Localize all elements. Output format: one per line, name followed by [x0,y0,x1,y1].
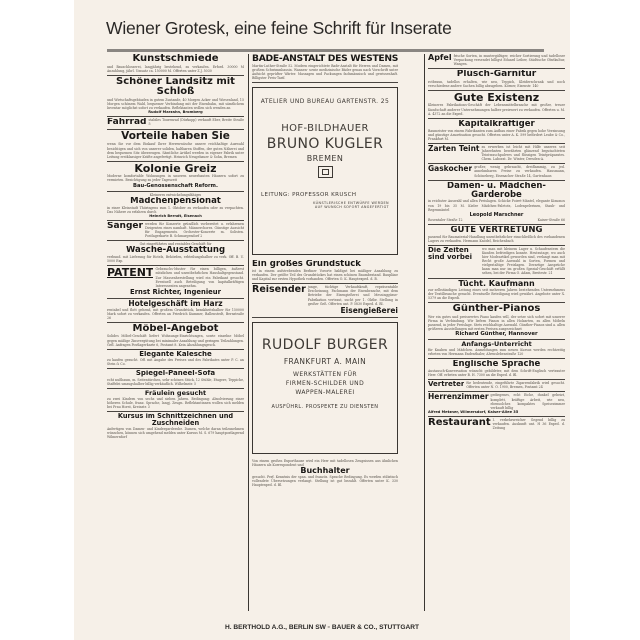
kugler-note-2: AUF WUNSCH SOFORT ANGEFERTIGT [314,205,389,210]
address-left: Rosentaler Straße 12 [428,217,463,222]
ad-englische-sprache [428,359,565,380]
ad-garderobe [428,181,565,225]
ad-body: und Wirtschaftsgebäuden in gutem Zustande, 40 Morgen Acker und Wiesenland, 15 Morgen schönem Wald, bequemer Verbindung mit der Eisenbahn, mit sämtlichem Inventar möglichst sofort zu verkaufen. Reflektanten wollen sich wenden an [107,97,244,110]
kugler-note-1: KÜNSTLERISCHE ENTWÜRFE WERDEN [313,201,389,206]
ad-body: wo man mit kleinem Lager u. Schaufenstern die Kunden befriedigen konnte. Heutzutage, wo auch hier Modeartikel geworden sind, verlangt man mit Recht große Auswahl in Sorten, Formen und vielgestaltige Preislagen. Derartige Ansprüche kann man nur im großen Spezial-Geschäft erfüllt sehen, bei der Firma O. Adam, Breitestr. 21 [482,246,565,276]
ad-heading: GUTE VERTRETUNG [450,225,543,235]
ad-heading: Vorteile haben Sie [121,131,230,143]
burger-line-2: FIRMEN-SCHILDER UND [285,379,365,387]
ad-gaskocher [428,164,565,180]
ad-heading: Schöner Landsitz mit Schloß [116,76,235,98]
ad-body: gesucht. Perf. Kenntnis der span. und französ. Sprache Bedingung. Es werden stilistisch vollendete Übersetzungen verlangt. Stellung ist gut bezahlt. Offerten unter K. 330 Hauptexped. d. Bl. [252,475,398,488]
ad-heading: PATENT [107,267,154,279]
ad-heading: BADE-ANSTALT DES WESTENS [252,54,398,64]
ad-waesche [107,241,244,266]
ad-vorteile [107,130,244,161]
column-divider-2 [424,54,425,611]
ad-landsitz [107,76,244,117]
ad-signature: Alfred Metzner, Wilmersdorf, Kaiser-Allee 35 [428,409,519,414]
ad-preline: Von einem großen Exporthause wird ein Herr mit tadellosen Zeugnissen aus ähnlichen Häusern als Korrespondent und [252,458,398,467]
ad-signature: Richard Günther, Hannover [455,331,538,338]
ad-bade-anstalt [252,53,398,83]
ad-body: junge, tüchtige Verkaufskraft, repräsentable Erscheinung, Fachmann der Eisenbranche, mit dem Betriebe der Eisengießerei und Messinggüsse-Fabrikation vertraut, sucht per 1. Oktbr. Stellung in großer Geß. Offerten unt. P. 5830 Exped. d. Bl. [307,285,398,306]
ad-saenger [107,221,244,241]
ad-heading: Plüsch-Garnitur [456,70,537,80]
ad-sofa [107,369,244,389]
ad-gute-vertretung [428,225,565,246]
ad-signature: Ernst Richter, Ingenieur [130,287,221,296]
burger-city: FRANKFURT A. MAIN [283,356,367,366]
ad-body: rotbraun, tadellos erhalten, wie neu, Teppich, Kleiderschrank und noch verschiedene andere Sachen billig abzugeben. Körner, Eisenstr. 140 [428,79,565,88]
ad-heading: Herrenzimmer [428,393,489,402]
kugler-city: BREMEN [306,154,344,164]
ad-body: Baumeister von einem Fabrikanten zum Aufbau einer Fabrik gegen hohe Verzinsung und günstige Amortisation gesucht. Offerten unter A. K. 599 befördert Leube & Co., Frankfurt M. [428,128,565,141]
ad-heading: Anfangs-Unterricht [461,341,532,348]
ad-body: für bedeutende, eingeführte Zigarrenfabrik wird gesucht. Offerten unter N. O. 1900, Bremen, Postamt 24 [466,381,565,390]
burger-line-3: WAPPEN-MALEREI [295,388,355,396]
ad-kalesche [107,350,244,370]
ad-signature: Rudolf Marzahn, Bromberg [148,109,203,114]
ad-body: Wer ein gutes und preiswertes Piano kaufen will, der setze sich sofort mit unserer Firma in Verbindung. Wir liefern Pianos in allen Holzarten, zu allen Möbeln passend, in jeder Preislage. Stets reichhaltige Auswahl. Günther-Pianos sind a. allen größeren Ausstellungen mit ersten Preisen ausgezeichnet [428,314,565,332]
ad-restaurant [428,417,565,432]
ad-preline: Gut eingeführtes und rentables Geschäft für [139,242,212,247]
address-right: Kaiser-Straße 66 [537,217,565,222]
ad-body: großer, wenig gebraucht, dreiflammig, zu jed. annehmbaren Preise zu verkaufen. Hausmann, Schöneberg, Eisenacher Straße 14, Gartenhaus [474,165,565,178]
ad-body: stabiles Tourenrad (Dürkopp) verkauft Eber, Breite Straße 5 [148,117,244,127]
ad-herrenzimmer [428,392,565,416]
ad-heading: Gute Existenz [453,91,540,104]
ad-heading: Tücht. Kaufmann [458,279,535,288]
ad-heading: Elegante Kalesche [139,350,212,358]
ad-heading: Gaskocher [428,165,473,174]
ad-heading: Fahrrad [107,117,147,127]
column-left [107,53,244,441]
ad-body: I. verkehrsreicher Gegend billig zu verkaufen. Auskunft unt. H 36 Exped. d. Zeitung [492,417,565,430]
ad-body: Anfertigen von Damen- und Kindergarderobe. Damen, welche daran teilzunehmen wünschen, können sich umgehend melden unter Kursus M. S. 679 hauptpostlagernd Wilmersdorf [107,426,244,439]
ad-preline: Kleineres entwickelungsfähiges [149,192,202,197]
ad-body: werden für Konzerte gründlich vorbereitet u. erfahrenen Dirigenten eines namhaft. Männerchores. Günstige Aussicht für Engagements. Orchester-Konzerte m. Solisten. Postlagerkarte B. Schmargendorf 2 [144,221,244,239]
ad-grundstueck [252,259,398,284]
ad-body: Martin-Luther-Straße 52. Modern eingerichtete Bade-Anstalt für Herren und Damen, mit großem Schwimmbassin. Wannen- sowie medizinische Bäder genau nach Vorschrift unter Aufsicht geprüfter Wärter. Massagen und Packungen fachmännisch und gewissenhaft. Billigster Preis-Tarif. [252,63,398,80]
ad-signature: Eisengießerei [340,305,398,315]
ad-heading: Fräulein gesucht [144,389,207,397]
ad-vertreter [428,380,565,392]
ad-body: ist in einem aufstrebenden Berliner Vororte baldigst bei mäßiger Anzahlung zu verkaufen. Der größte Teil des Grundstückes hat einen schönen Baumbestand. Baupläne und Kapital zur ersten Hypothek vorhanden. Offerten O. K. Hauptexped. d. B. [252,268,398,282]
ad-body: Solides Möbel-Geschäft liefert Wohnungs-Einrichtungen, sowie einzelne Möbel gegen mäßige Zinsvergütung bei minimaler Anzahlung und geringen Teilzahlungen. Gefl. Anfragen Postlagerkarte 6, Postamt 8. Kein Abzahlungsgesch. [107,334,244,347]
column-center [252,53,398,490]
page-title: Wiener Grotesk, eine feine Schrift für Inserate [106,18,452,38]
ad-heading: Ein großes Grundstück [252,260,361,269]
ad-gute-existenz [428,91,565,119]
ad-heading: Möbel-Angebot [132,323,219,334]
ad-body: Kleineres Fabrikations-Geschäft der Lebensmittelbranche mit großer, treuer Kundschaft anderer Unternehmungen halber preiswert zu verkaufen. Offerten u. M. A. 4372 an die Exped. [428,103,565,116]
ad-moebel [107,323,244,350]
ad-body: in einer Kleinstadt Thüringens zum 1. Oktober zu verkaufen oder zu verpachten. Das Nähere zu erfahren durch [107,205,244,214]
burger-name: RUDOLF BURGER [261,336,389,353]
ad-body: zur selbständigen Leitung eines seit mehreren Jahren bestehenden Unternehmens der Textilbranche gesucht. Eventuelle Beteiligung wird gewährt. Angebote unter X. 5379 an die Expedi. [428,287,565,301]
ad-body: rentabel und flott gehend, mit großem Grundstück, krankheitshalber für 150000 Mark sofort zu verkaufen. Offerten an Friedrich Kummer, Ballenstedt, Bernstraße 26 [107,307,244,320]
kugler-name: BRUNO KUGLER [266,136,384,153]
ad-heading: Reisender [252,285,306,296]
ad-heading: Wäsche-Ausstattung [125,246,226,256]
ad-heading: Mädchenpensionat [130,196,221,206]
ad-body: zu erwerben ist leicht mit Hilfe unseres seit Jahrzehnten bewährten glänzend begutachteten Teintwaschpulvers und flüssigen Teintpräparates. Chem. Laborat. Dr. Winter, Dresden-A. [481,144,565,162]
ad-body: und Bauschlosserei, langjährig bestehend, zu verkaufen. Erford. 30000 M Anzahlung, jährl. Umsatz ca. 150000 M. Offerten unter Z.J. 5030 [107,64,244,73]
ad-kapitalkraeftiger [428,119,565,144]
ad-body: für Knaben und Mädchen. Anmeldungen zum neuen Kursus werden rechtzeitig erbeten von Hermann Endenthaler, Alvenslebenstraße 120 [428,347,565,357]
ad-bruno-kugler [252,87,398,255]
ad-patent [107,266,244,298]
ad-heading: Englische Sprache [452,360,541,370]
ad-anfangs-unterricht [428,340,565,359]
ad-buchhalter [252,458,398,490]
burger-line-1: WERKSTÄTTEN FÜR [293,370,357,378]
column-divider-1 [248,54,249,611]
emblem-icon [318,166,333,178]
kugler-address: ATELIER UND BUREAU GARTENSTR. 25 [260,98,390,106]
ad-zarten-teint [428,144,565,164]
ad-heading: Damen- u. Mädchen-Garderobe [447,181,546,200]
ad-heading: Sänger [107,221,143,231]
ad-body: gediegenes, echt Eiche, dunkel gebeizt, komplett, kräftige Arbeit, wie neu, ebensolches kompaktes Speisezimmer verkauft billig [490,393,565,410]
ad-body: Gebrauchs-Muster für einen billigen, äußerst nützlichen und unentbehrlichen Haushaltgegenstand. Zur Massenherstellung wird ein Fabrikant gesucht. Eventuell auch Beteiligung von kapitalkräftigen Interessenten angenehm. [155,267,244,288]
ad-rudolf-burger [252,322,398,454]
ad-heading: Vertreter [428,381,465,389]
ad-heading: Äpfel [428,54,452,62]
ad-heading: Zarten Teint [428,144,480,153]
ad-pluesch [428,69,565,91]
ad-reisender [252,284,398,317]
ad-body: wenn Sie vor dem Einkauf Ihrer Herrenwäsche unsere reichhaltige Auswahl besichtigen und sich von unserer soliden, haltbaren Stoffen, der guten Näherei und dem bequemen Sitz überzeugen. Sämtliche Artikel werden in eigener Fabrik unter Leitung erstklassiger Kräfte angefertigt. Heinrich Neugebauer & Sohn, Bremen [107,142,244,159]
ad-kursus [107,412,244,441]
ad-maedchenpensionat [107,192,244,221]
ad-heading: Spiegel-Paneel-Sofa [135,370,216,378]
title-rule [107,49,544,52]
ad-heading: Kursus im Schnittzeichnen und Zuschneiden [117,412,234,427]
ad-zeiten [428,246,565,279]
ad-guenther-pianos [428,303,565,340]
burger-note: AUSFÜHRL. PROSPEKTE ZU DIENSTEN [271,403,379,410]
ad-fahrrad [107,117,244,130]
ad-hotelgeschaeft [107,299,244,323]
ad-heading: Günther-Pianos [452,304,541,315]
ad-body: zu zwei Kindern von sechs und sieben Jahren. Bedingung: Absolvierung einer höheren Schule, franz. Sprache, langj. Zeugn. Reflektantinnen wollen sich melden bei Frau Horst, Kreinstr. 3 [107,396,244,409]
page-footer: H. BERTHOLD A.G., BERLIN SW ▫ BAUER & CO., STUTTGART [224,624,420,631]
ad-heading: Kolonie Greiz [134,162,217,175]
kugler-profession: HOF-BILDHAUER [281,123,369,135]
ad-signature: Leopold Marschner [469,211,524,218]
ad-body: Moderne komfortable Wohnungen in unseren neuerbauten Häusern sofort zu vermieten. Besichtigung zu jeder Tageszeit [107,174,244,183]
ad-heading: Buchhalter [300,466,350,475]
ad-fraeulein [107,389,244,412]
column-right [428,53,565,432]
ad-kolonie-greiz [107,162,244,192]
ad-body: zu kaufen gesucht. Off. mit Angabe des Preises und des Fabrikates unter P. C. an Stein & Co. [107,358,244,367]
ad-heading: Kapitalkräftiger [458,119,535,129]
ad-kunstschmiede [107,53,244,76]
ad-heading: Hotelgeschäft im Harz [128,299,223,308]
ad-body: passend für Baumaterial-Handlung unentbehrlicher einschließlich des vorhandenen Lagers zu verkaufen. Hermann Knödel, Reichenbach [428,234,565,243]
ad-body: in reichster Auswahl und allen Preislagen. Schicke Poiret-Mäntel, elegante Kimonos von 19 bis 35 M. Kieler Mädchen-Paletots, Lodenpelerinen, Staub- und Regenmäntel [428,199,565,212]
ad-body: frische Sorten, in mustergültiger, reicher Sortierung und tadelloser Verpackung versendet billigst Eduard Leiber, Städtische Obstkultur, Wangen. [453,54,565,67]
ad-heading: Kunstschmiede [132,54,219,64]
ad-signature: Bau-Genossenschaft Reform. [133,182,218,189]
ad-signature: Heinrich Berndt, Eisenach [149,213,202,218]
ad-aepfel [428,53,565,69]
ad-kaufmann [428,279,565,304]
ad-heading: Die Zeiten sind vorbei [428,246,472,262]
ad-body: verbund. mit Lieferung für Hotels, Behörden, erbteilungshalber zu verk. Off. B. U. 5000 Exp. [107,255,244,264]
ad-body: Austausch-Konversation wünscht gebildeter, mit dem Schrift-Englisch vertrauter Herr. Off. erbeten unter B. H. 7300 an die Exped. d. Bl. [428,369,565,378]
kugler-leitung: LEITUNG: PROFESSOR KRUSCH [261,192,357,199]
ad-heading: Restaurant [428,417,491,428]
ad-body: echt nußbaum, m. Seitentürchen, sehr schönes Stück, 12 Stühle, Etagere, Teppiche, Staffelei umzugshalber billig verkäuflich. Wilhelmstr. 5 [107,377,244,386]
